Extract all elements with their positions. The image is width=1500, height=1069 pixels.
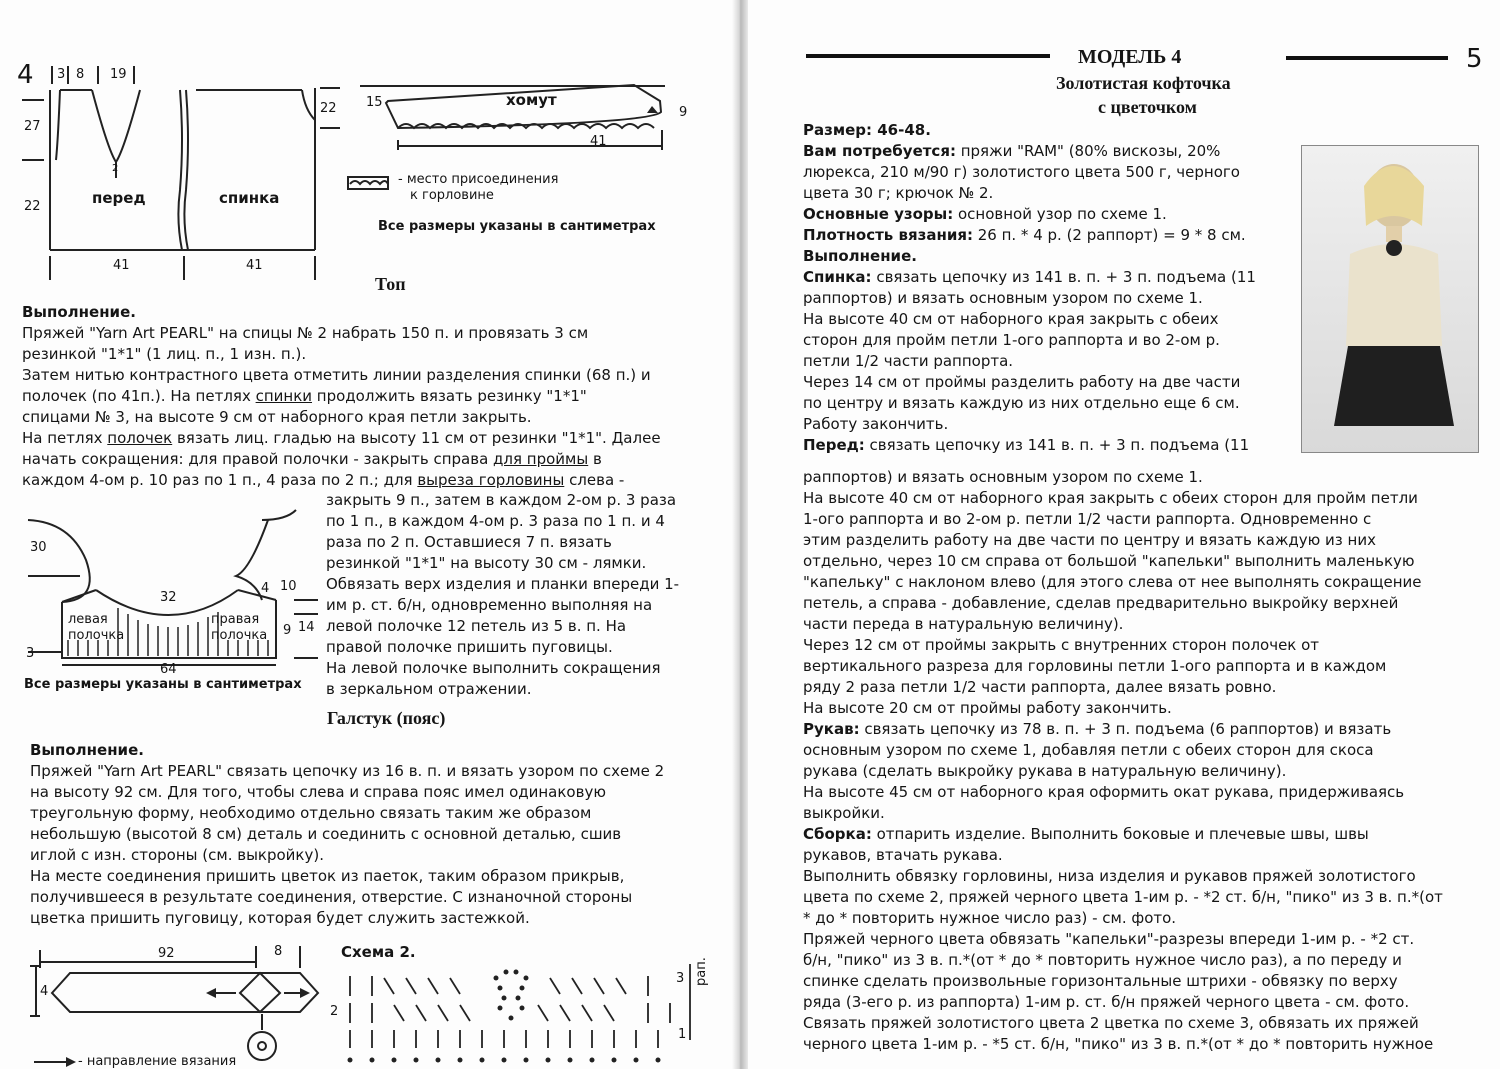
- back-line: по центру и вязать каждую из них отдельно еще 6 см.: [803, 394, 1240, 412]
- width-41-front: 41: [113, 258, 130, 273]
- front-line: вертикального разреза для горловины петли 1-ого раппорта и в каждом: [803, 657, 1387, 675]
- needs-line-3: цвета 30 г; крючок № 2.: [803, 184, 994, 202]
- top-line-7b: в: [588, 450, 602, 468]
- dim-top-19: 19: [110, 67, 127, 82]
- patterns-line: [803, 204, 1293, 225]
- dim-2: 2: [112, 163, 119, 174]
- assembly-line: рукавов, втачать рукава.: [803, 846, 1003, 864]
- left-shelf-label-1: левая: [68, 612, 108, 627]
- size-label: Размер: 46-48.: [803, 121, 931, 139]
- density-label: Плотность вязания:: [803, 226, 973, 244]
- shelf-dim-10: 10: [280, 579, 297, 594]
- shelf-dim-4: 4: [261, 581, 270, 596]
- model-photo: [1301, 145, 1479, 453]
- tie-line: небольшую (высотой 8 см) деталь и соединить с основной деталью, сшив: [30, 825, 622, 843]
- top-line-6a: На петлях: [22, 429, 108, 447]
- right-shelf-label-2: полочка: [211, 628, 268, 643]
- needs-text-1: пряжи "RAM" (80% вискозы, 20%: [955, 142, 1221, 160]
- assembly-line: б/н, "пико" из 3 в. п.*(от * до * повторить нужное число раз), а по переду и: [803, 951, 1402, 969]
- sleeve-text-1: связать цепочку из 78 в. п. + 3 п. подъема (6 раппортов) и вязать: [859, 720, 1392, 738]
- front-line: этим разделить работу на две части по центру и вязать каждую из них: [803, 531, 1376, 549]
- top-cont-line: На левой полочке выполнить сокращения: [326, 659, 661, 677]
- scheme2-row-2: 2: [330, 1004, 339, 1019]
- tie-line: На месте соединения пришить цветок из паеток, таким образом прикрыв,: [30, 867, 625, 885]
- shelf-dim-32: 32: [160, 590, 177, 605]
- tie-line: получившееся в результате соединения, отверстие. С изнаночной стороны: [30, 888, 633, 906]
- collar-label: хомут: [506, 91, 557, 109]
- intro-block: [803, 120, 1293, 456]
- collar-dim-15: 15: [366, 95, 383, 110]
- tie-title: Галстук (пояс): [327, 708, 446, 728]
- sleeve-line: На высоте 45 см от наборного края оформить окат рукава, придерживаясь: [803, 783, 1405, 801]
- assembly-line: Выполнить обвязку горловины, низа изделия и рукавов пряжей золотистого: [803, 867, 1416, 885]
- front-line: раппортов) и вязать основным узором по схеме 1.: [803, 468, 1203, 486]
- assembly-line: Пряжей черного цвета обвязать "капельки"-разрезы впереди 1-им р. - *2 ст.: [803, 930, 1415, 948]
- collar-all-sizes-note: Все размеры указаны в сантиметрах: [378, 219, 656, 234]
- scheme2-row-1: 1: [678, 1027, 687, 1042]
- assembly-line: цвета по схеме 2, пряжей черного цвета 1-им р. - *2 ст. б/н, "пико" из 3 в. п.*(от: [803, 888, 1443, 906]
- dim-top-8: 8: [76, 67, 85, 82]
- needs-label: Вам потребуется:: [803, 142, 956, 160]
- right-page: [748, 0, 1500, 1069]
- sleeve-line-1: [803, 719, 1479, 740]
- belt-dim-4: 4: [40, 984, 49, 999]
- collar-legend-line2: к горловине: [410, 188, 494, 203]
- collar-dim-41: 41: [590, 134, 607, 149]
- top-line-6-underlined: полочек: [107, 429, 173, 447]
- needs-line-1: [803, 141, 1293, 162]
- dim-top-3: 3: [57, 67, 66, 82]
- back-line: раппортов) и вязать основным узором по схеме 1.: [803, 289, 1203, 307]
- assembly-label: Сборка:: [803, 825, 872, 843]
- back-line: сторон для пройм петли 1-ого раппорта и во 2-ом р.: [803, 331, 1220, 349]
- top-line-3: Затем нитью контрастного цвета отметить линии разделения спинки (68 п.) и: [22, 366, 651, 384]
- model-subtitle-2: с цветочком: [1098, 97, 1197, 117]
- execution-heading: Выполнение.: [803, 247, 917, 265]
- top-exec-heading: Выполнение.: [22, 303, 136, 321]
- top-cont-line: левой полочке 12 петель из 5 в. п. На: [326, 617, 627, 635]
- front-line: части переда в натуральную величину).: [803, 615, 1124, 633]
- top-title: Топ: [375, 274, 406, 294]
- collar-dim-9: 9: [679, 105, 688, 120]
- top-cont-line: правой полочке пришить пуговицы.: [326, 638, 613, 656]
- belt-dim-8: 8: [274, 944, 283, 959]
- scheme2-chart: [0, 0, 732, 1069]
- back-line: На высоте 40 см от наборного края закрыть с обеих: [803, 310, 1219, 328]
- assembly-line: черного цвета 1-им р. - *5 ст. б/н, "пико" из 3 в. п.*(от * до * повторить нужное: [803, 1035, 1434, 1053]
- back-line: Работу закончить.: [803, 415, 949, 433]
- top-cont-line: Обвязать верх изделия и планки впереди 1-: [326, 575, 680, 593]
- top-line-8-underlined: выреза горловины: [417, 471, 565, 489]
- belt-dim-92: 92: [158, 946, 175, 961]
- top-line-1: Пряжей "Yarn Art PEARL" на спицы № 2 набрать 150 п. и провязать 3 см: [22, 324, 589, 342]
- back-label: Спинка:: [803, 268, 872, 286]
- top-line-2: резинкой "1*1" (1 лиц. п., 1 изн. п.).: [22, 345, 307, 363]
- sleeve-line: рукава (сделать выкройку рукава в натуральную величину).: [803, 762, 1287, 780]
- front-line: ряду 2 раза петли 1/2 части раппорта, далее вязать ровно.: [803, 678, 1277, 696]
- shelf-dim-14: 14: [298, 620, 315, 635]
- model-subtitle-1: Золотистая кофточка: [1056, 73, 1231, 93]
- patterns-label: Основные узоры:: [803, 205, 954, 223]
- assembly-line: спинке сделать произвольные горизонтальные штрихи - обвязку по верху: [803, 972, 1398, 990]
- top-line-7-underlined: для проймы: [493, 450, 589, 468]
- top-cont-line: по 1 п., в каждом 4-ом р. 3 раза по 1 п. и 4: [326, 512, 665, 530]
- tie-line: иглой с изн. стороны (см. выкройку).: [30, 846, 324, 864]
- shelf-dim-64: 64: [160, 662, 177, 677]
- shelf-dim-30: 30: [30, 540, 47, 555]
- top-line-8b: слева -: [564, 471, 625, 489]
- page-number-right: 5: [1466, 44, 1483, 74]
- top-line-7a: начать сокращения: для правой полочки - закрыть справа: [22, 450, 494, 468]
- left-shelf-label-2: полочка: [68, 628, 125, 643]
- top-cont-line: закрыть 9 п., затем в каждом 2-ом р. 3 раза: [326, 491, 677, 509]
- tie-line: цветка пришить пуговицу, которая будет служить застежкой.: [30, 909, 530, 927]
- patterns-text: основной узор по схеме 1.: [953, 205, 1167, 223]
- assembly-line-1: [803, 824, 1479, 845]
- book-spine: [732, 0, 748, 1069]
- tie-line: на высоту 92 см. Для того, чтобы слева и справа пояс имел одинаковую: [30, 783, 606, 801]
- page-number-left: 4: [17, 60, 34, 90]
- front-block: [803, 467, 1479, 1055]
- tie-line: треугольную форму, необходимо отдельно связать таким же образом: [30, 804, 592, 822]
- width-41-back: 41: [246, 258, 263, 273]
- shelves-all-sizes-note: Все размеры указаны в сантиметрах: [24, 677, 302, 692]
- back-line: Через 14 см от проймы разделить работу на две части: [803, 373, 1241, 391]
- top-line-4-underlined: спинки: [255, 387, 313, 405]
- top-cont-line: в зеркальном отражении.: [326, 680, 532, 698]
- right-shelf-label-1: правая: [211, 612, 260, 627]
- front-text-1: связать цепочку из 141 в. п. + 3 п. подъема (11: [864, 436, 1250, 454]
- knitting-direction-label: - направление вязания: [78, 1054, 237, 1069]
- top-line-4a: полочек (по 41п.). На петлях: [22, 387, 256, 405]
- top-line-4b: продолжить вязать резинку "1*1": [312, 387, 587, 405]
- assembly-line: ряда (3-его р. из раппорта) 1-им р. ст. б/н пряжей черного цвета - см. фото.: [803, 993, 1410, 1011]
- front-line: отдельно, через 10 см справа от большой "капельки" выполнить маленькую: [803, 552, 1415, 570]
- sleeve-line: основным узором по схеме 1, добавляя петли с обеих сторон для скоса: [803, 741, 1374, 759]
- shelf-dim-3: 3: [26, 646, 35, 661]
- assembly-line: Связать пряжей золотистого цвета 2 цветка по схеме 3, обвязать их пряжей: [803, 1014, 1419, 1032]
- tie-exec-heading: Выполнение.: [30, 741, 144, 759]
- back-text-1: связать цепочку из 141 в. п. + 3 п. подъема (11: [871, 268, 1256, 286]
- top-cont-line: раза по 2 п. Оставшиеся 7 п. вязать: [326, 533, 612, 551]
- front-line: "капельку" с наклоном влево (для этого слева от нее выполнять сокращение: [803, 573, 1422, 591]
- dim-22-right: 22: [320, 101, 337, 116]
- front-line: 1-ого раппорта и во 2-ом р. петли 1/2 части раппорта. Одновременно с: [803, 510, 1372, 528]
- top-cont-line: резинкой "1*1" на высоту 30 см - лямки.: [326, 554, 647, 572]
- assembly-line: * до * повторить нужное число раз) - см. фото.: [803, 909, 1177, 927]
- density-text: 26 п. * 4 р. (2 раппорт) = 9 * 8 см.: [972, 226, 1246, 244]
- back-line: петли 1/2 части раппорта.: [803, 352, 1014, 370]
- front-label: перед: [92, 189, 146, 207]
- scheme2-rapport-label: рап.: [694, 957, 709, 986]
- top-line-8a: каждом 4-ом р. 10 раз по 1 п., 4 раза по 2 п.; для: [22, 471, 418, 489]
- needs-line-2: люрекса, 210 м/90 г) золотистого цвета 500 г, черного: [803, 163, 1240, 181]
- model-heading: МОДЕЛЬ 4: [1078, 46, 1182, 68]
- sleeve-line: выкройки.: [803, 804, 885, 822]
- top-line-6b: вязать лиц. гладью на высоту 11 см от резинки "1*1". Далее: [172, 429, 661, 447]
- collar-legend-line1: - место присоединения: [398, 172, 559, 187]
- top-cont-line: им р. ст. б/н, одновременно выполняя на: [326, 596, 653, 614]
- top-line-5: спицами № 3, на высоте 9 см от наборного края петли закрыть.: [22, 408, 532, 426]
- back-label: спинка: [219, 189, 280, 207]
- shelf-dim-9: 9: [283, 623, 292, 638]
- sleeve-label: Рукав:: [803, 720, 860, 738]
- back-line-1: [803, 267, 1293, 288]
- scheme2-row-3: 3: [676, 971, 685, 986]
- front-line-1: [803, 435, 1293, 456]
- scheme2-title: Схема 2.: [341, 943, 416, 961]
- front-line: Через 12 см от проймы закрыть с внутренних сторон полочек от: [803, 636, 1320, 654]
- tie-line: Пряжей "Yarn Art PEARL" связать цепочку из 16 в. п. и вязать узором по схеме 2: [30, 762, 665, 780]
- left-page: [0, 0, 732, 1069]
- dim-27: 27: [24, 119, 41, 134]
- front-line: На высоте 20 см от проймы работу закончить.: [803, 699, 1172, 717]
- dim-22-left: 22: [24, 199, 41, 214]
- front-label-right: Перед:: [803, 436, 865, 454]
- front-line: На высоте 40 см от наборного края закрыть с обеих сторон для пройм петли: [803, 489, 1418, 507]
- assembly-text-1: отпарить изделие. Выполнить боковые и плечевые швы, швы: [871, 825, 1369, 843]
- density-line: [803, 225, 1293, 246]
- front-line: петель, а справа - добавление, сделав предварительно выкройку верхней: [803, 594, 1399, 612]
